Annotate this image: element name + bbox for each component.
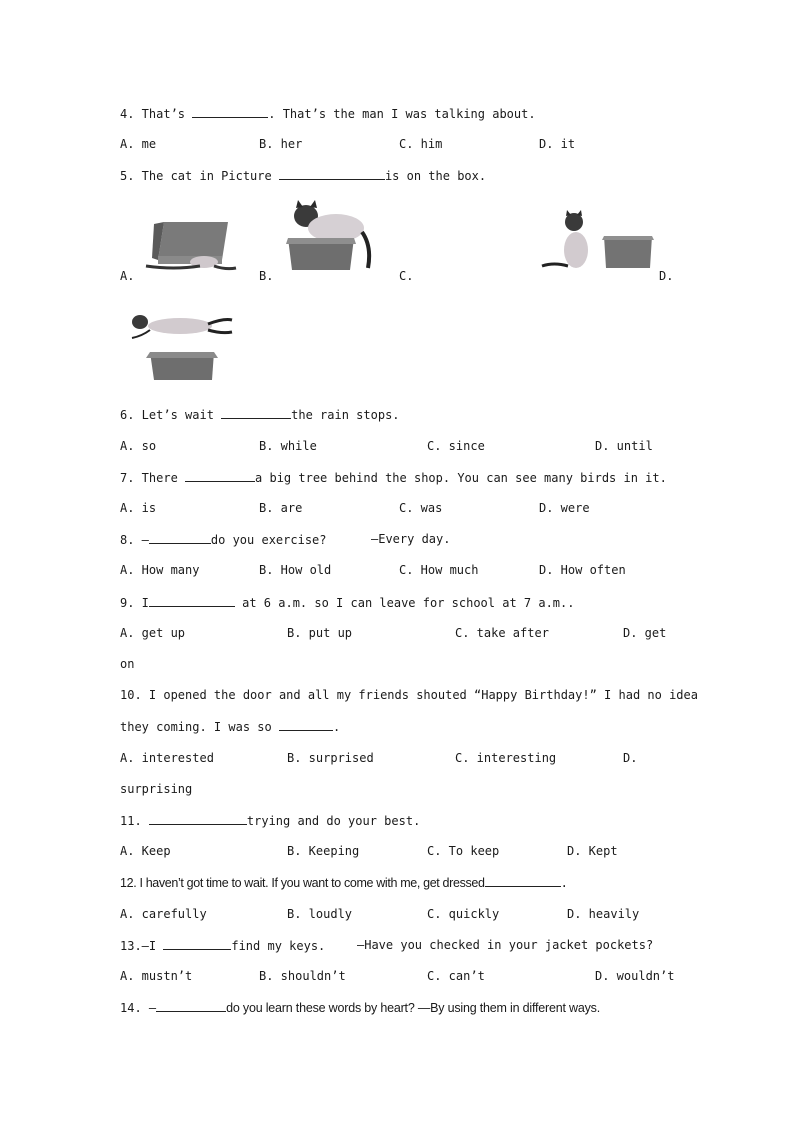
q11-option-b[interactable]: B. Keeping (287, 844, 360, 858)
q8-option-c[interactable]: C. How much (399, 563, 479, 577)
answer-blank[interactable] (279, 167, 385, 180)
q6-option-b[interactable]: B. while (259, 439, 317, 453)
q8-option-b[interactable]: B. How old (259, 563, 332, 577)
q9-option-c[interactable]: C. take after (455, 626, 549, 640)
q4-option-c[interactable]: C. him (399, 137, 443, 151)
q10-option-a[interactable]: A. interested (120, 751, 214, 765)
q12-option-a[interactable]: A. carefully (120, 907, 207, 921)
answer-blank[interactable] (163, 937, 231, 950)
picture-c-cat-beside-box (540, 210, 656, 272)
answer-blank[interactable] (279, 718, 333, 731)
q12-option-d[interactable]: D. heavily (567, 907, 640, 921)
q4-stem: 4. That’s . That’s the man I was talking about. (120, 107, 536, 121)
q9-option-a[interactable]: A. get up (120, 626, 186, 640)
q5-label-b[interactable]: B. (259, 269, 274, 283)
q8-option-a[interactable]: A. How many (120, 563, 200, 577)
q5-label-a[interactable]: A. (120, 269, 135, 283)
answer-blank[interactable] (221, 406, 291, 419)
q10-option-b[interactable]: B. surprised (287, 751, 374, 765)
q7-option-d[interactable]: D. were (539, 501, 590, 515)
q7-option-b[interactable]: B. are (259, 501, 303, 515)
picture-d-cat-over-box (128, 310, 236, 382)
q11-stem: 11. trying and do your best. (120, 814, 421, 828)
answer-blank[interactable] (185, 469, 255, 482)
q6-option-d[interactable]: D. until (595, 439, 653, 453)
q5-stem: 5. The cat in Picture is on the box. (120, 169, 487, 183)
q7-option-c[interactable]: C. was (399, 501, 443, 515)
q10-stem-line1: 10. I opened the door and all my friends shouted “Happy Birthday!” I had no idea (120, 688, 698, 702)
q12-option-c[interactable]: C. quickly (427, 907, 500, 921)
answer-blank[interactable] (149, 531, 211, 544)
q11-option-d[interactable]: D. Kept (567, 844, 618, 858)
q6-stem: 6. Let’s wait the rain stops. (120, 408, 400, 422)
picture-b-cat-in-box (284, 200, 376, 274)
picture-a-cat-under-box (144, 218, 240, 274)
q5-label-c[interactable]: C. (399, 269, 414, 283)
q12-option-b[interactable]: B. loudly (287, 907, 353, 921)
q7-option-a[interactable]: A. is (120, 501, 157, 515)
q8-stem: 8. — do you exercise? (120, 533, 327, 547)
q8-answer: —Every day. (371, 532, 451, 546)
answer-blank[interactable] (149, 594, 235, 607)
answer-blank[interactable] (192, 105, 268, 118)
answer-blank[interactable] (156, 999, 226, 1012)
q10-option-d-wrap: surprising (120, 782, 193, 796)
q12-stem: 12. I haven’t got time to wait. If you want to come with me, get dressed . (120, 876, 568, 890)
q9-option-d-wrap: on (120, 657, 135, 671)
q6-option-a[interactable]: A. so (120, 439, 157, 453)
q13-option-c[interactable]: C. can’t (427, 969, 485, 983)
q10-stem-line2: they coming. I was so . (120, 720, 341, 734)
q13-option-b[interactable]: B. shouldn’t (259, 969, 346, 983)
answer-blank[interactable] (149, 812, 247, 825)
q9-option-b[interactable]: B. put up (287, 626, 353, 640)
q5-label-d[interactable]: D. (659, 269, 674, 283)
q13-stem: 13.—I find my keys. (120, 939, 326, 953)
q7-stem: 7. There a big tree behind the shop. You can see many birds in it. (120, 471, 667, 485)
q6-option-c[interactable]: C. since (427, 439, 485, 453)
q8-option-d[interactable]: D. How often (539, 563, 626, 577)
q13-answer: —Have you checked in your jacket pockets? (357, 938, 654, 952)
q4-option-d[interactable]: D. it (539, 137, 576, 151)
q13-option-d[interactable]: D. wouldn’t (595, 969, 675, 983)
q4-option-b[interactable]: B. her (259, 137, 303, 151)
answer-blank[interactable] (485, 874, 561, 887)
q4-option-a[interactable]: A. me (120, 137, 157, 151)
q14-stem: 14. — do you learn these words by heart? —By using them in different ways. (120, 1001, 601, 1015)
q10-option-d[interactable]: D. (623, 751, 638, 765)
q11-option-c[interactable]: C. To keep (427, 844, 500, 858)
q9-stem: 9. I at 6 a.m. so I can leave for school at 7 a.m.. (120, 596, 575, 610)
q10-option-c[interactable]: C. interesting (455, 751, 557, 765)
q13-option-a[interactable]: A. mustn’t (120, 969, 193, 983)
q9-option-d[interactable]: D. get (623, 626, 667, 640)
q11-option-a[interactable]: A. Keep (120, 844, 171, 858)
